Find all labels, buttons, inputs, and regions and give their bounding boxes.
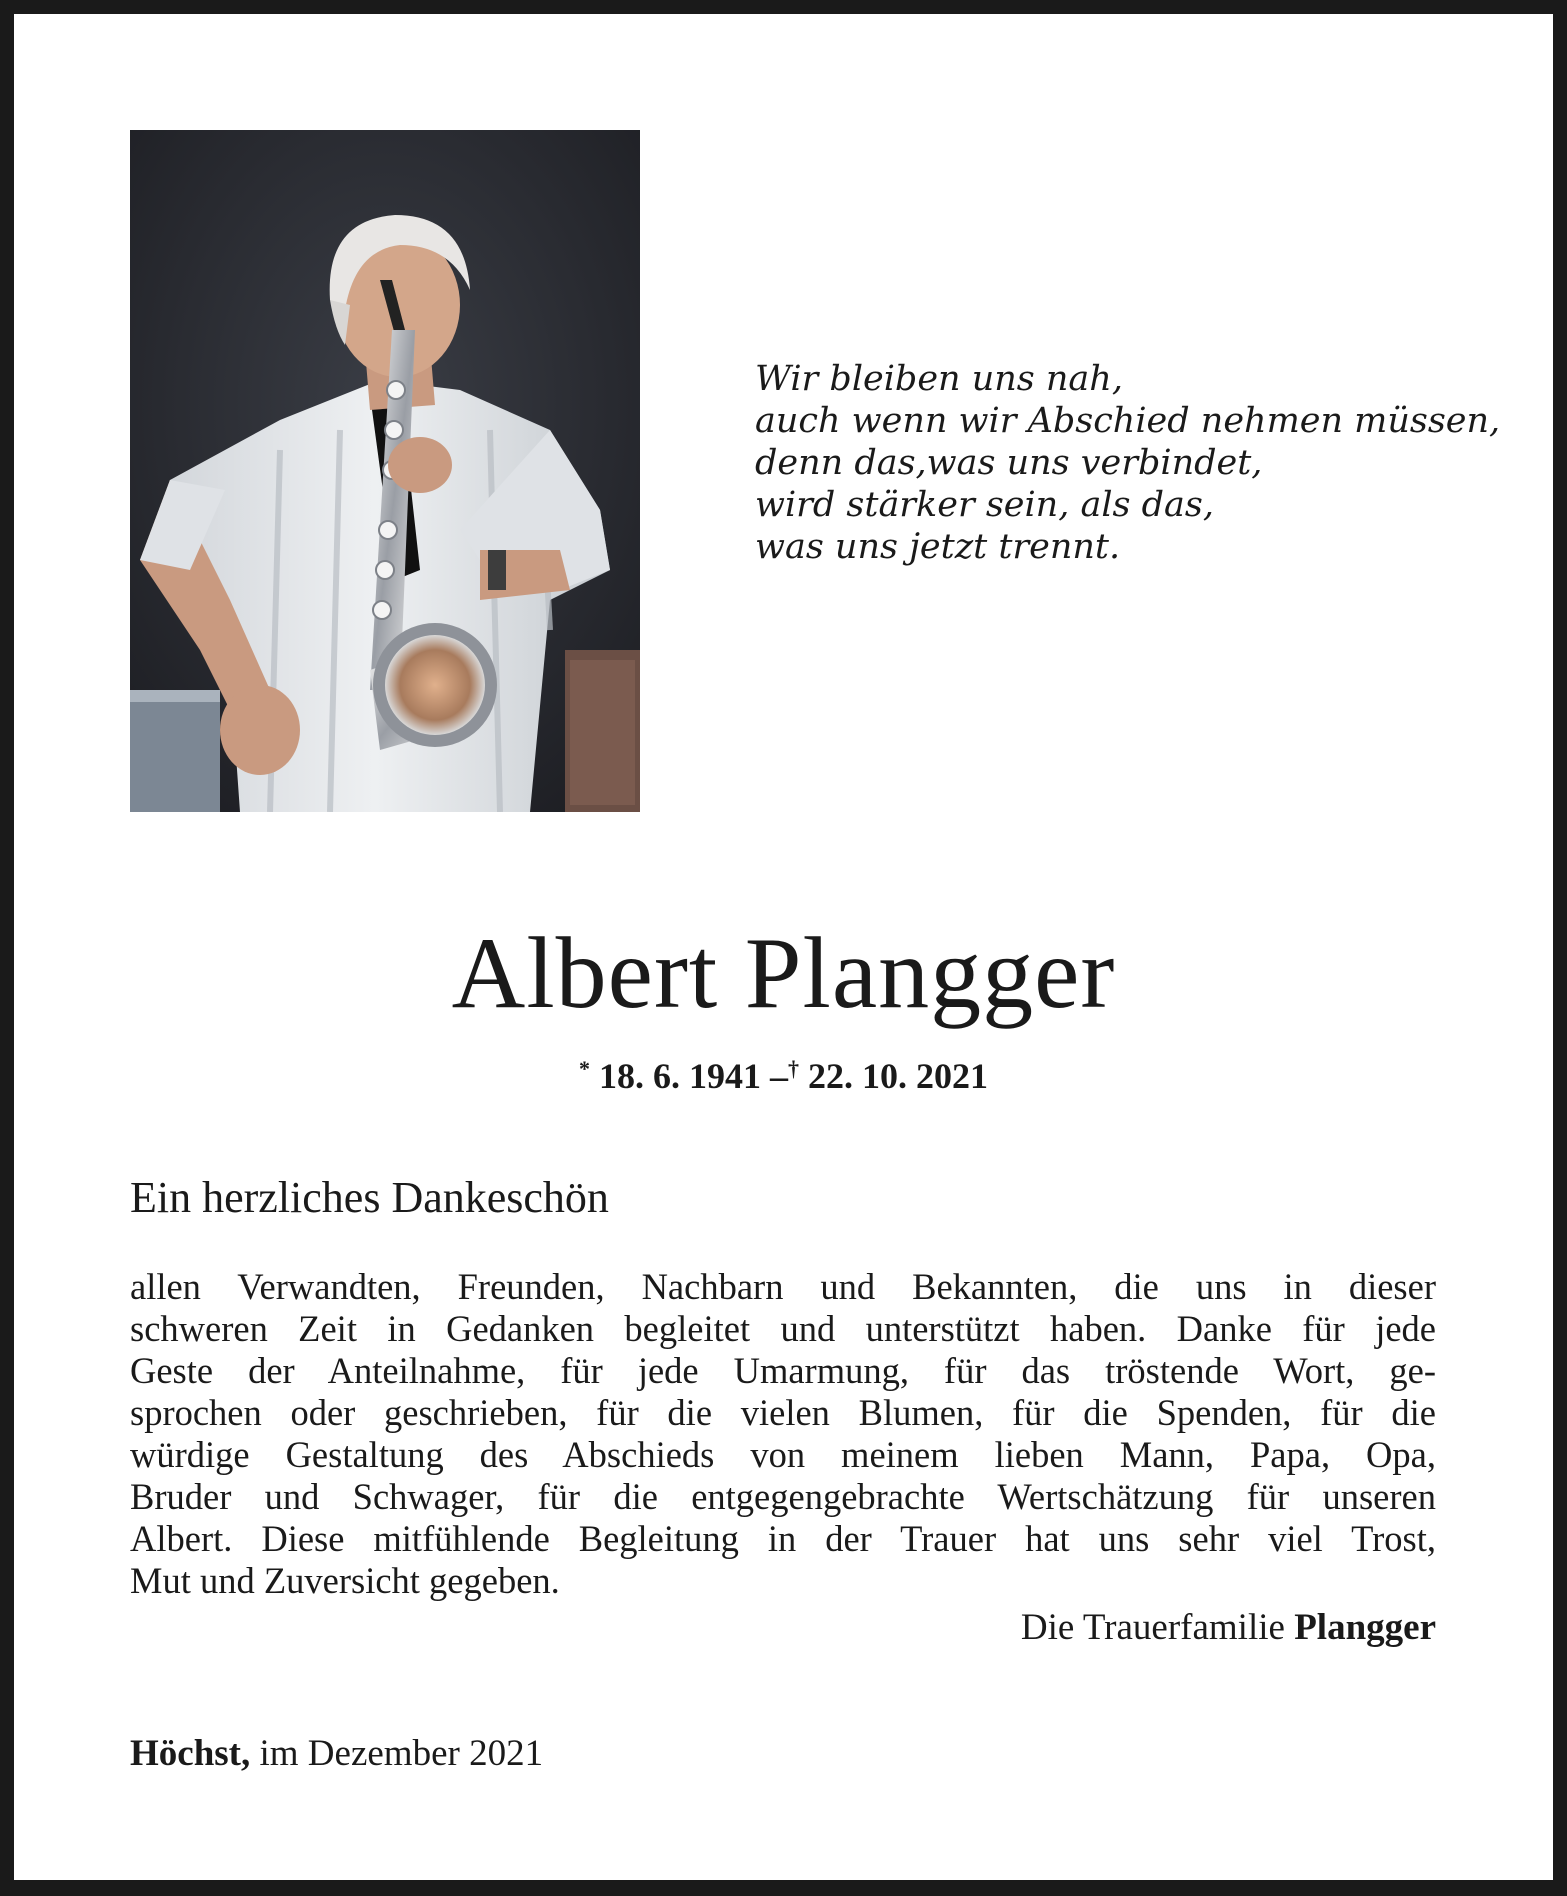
poem-line: was uns jetzt trennt. bbox=[755, 527, 1121, 567]
death-date: 22. 10. 2021 bbox=[808, 1056, 988, 1096]
birth-symbol: * bbox=[579, 1056, 590, 1081]
body-line: schweren Zeit in Gedanken begleitet und unterstützt haben. Danke für jede bbox=[130, 1308, 1436, 1349]
poem-line: auch wenn wir Abschied nehmen müssen, bbox=[755, 401, 1501, 441]
place-town: Höchst, bbox=[130, 1733, 251, 1774]
poem-line: Wir bleiben uns nah, bbox=[755, 359, 1123, 399]
body-line: allen Verwandten, Freunden, Nachbarn und Bekannten, die uns in dieser bbox=[130, 1266, 1436, 1307]
obituary-page bbox=[14, 14, 1553, 1880]
poem-line: denn das,was uns verbindet, bbox=[755, 443, 1263, 483]
signature-family-name: Plangger bbox=[1294, 1607, 1436, 1648]
poem-line: wird stärker sein, als das, bbox=[755, 485, 1214, 525]
death-symbol: † bbox=[788, 1056, 799, 1081]
deceased-name: Albert Plangger bbox=[451, 917, 1116, 1030]
memorial-poem bbox=[755, 358, 1501, 568]
birth-date: 18. 6. 1941 bbox=[599, 1056, 761, 1096]
date-separator: – bbox=[770, 1056, 788, 1096]
place-and-date bbox=[130, 1732, 543, 1776]
body-line: Geste der Anteilnahme, für jede Umarmung, für das tröstende Wort, ge- bbox=[130, 1350, 1436, 1391]
life-dates bbox=[14, 1047, 1553, 1098]
saxophone-player-image bbox=[130, 130, 640, 812]
signature-prefix: Die Trauerfamilie bbox=[1020, 1607, 1295, 1648]
thanks-heading: Ein herzliches Dankeschön bbox=[130, 1173, 609, 1222]
family-signature bbox=[1021, 1606, 1436, 1650]
body-line: Mut und Zuversicht gegeben. bbox=[130, 1560, 560, 1601]
body-line: Bruder und Schwager, für die entgegengebrachte Wertschätzung für unseren bbox=[130, 1476, 1436, 1517]
thanks-body bbox=[130, 1266, 1436, 1602]
body-line: würdige Gestaltung des Abschieds von meinem lieben Mann, Papa, Opa, bbox=[130, 1434, 1436, 1475]
place-date: im Dezember 2021 bbox=[250, 1733, 544, 1774]
body-line: sprochen oder geschrieben, für die vielen Blumen, für die Spenden, für die bbox=[130, 1392, 1436, 1433]
portrait-photo bbox=[130, 130, 640, 812]
body-line: Albert. Diese mitfühlende Begleitung in der Trauer hat uns sehr viel Trost, bbox=[130, 1518, 1436, 1559]
